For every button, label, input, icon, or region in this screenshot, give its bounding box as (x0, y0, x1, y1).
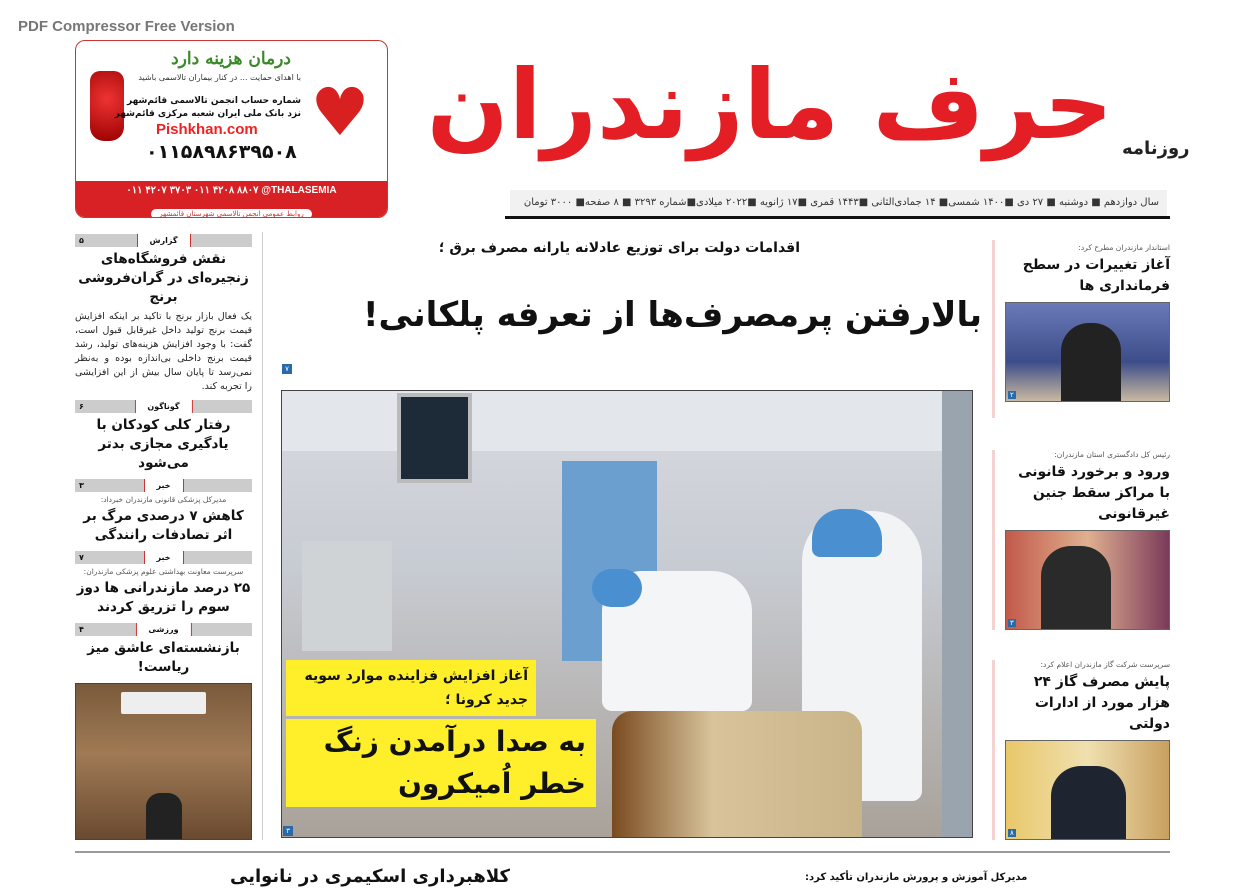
page-number: ۶ (79, 402, 84, 411)
story-headline: کاهش ۷ درصدی مرگ بر اثر تصادفات رانندگی (83, 508, 244, 543)
left-story[interactable] (75, 479, 252, 545)
photo-kicker: آغاز افزایش فزاینده موارد سویه جدید کرونا ؛ (286, 660, 536, 716)
page-number: ۸ (1010, 829, 1014, 837)
page-number: ۷ (79, 553, 84, 562)
left-column (75, 234, 252, 840)
blood-bag-image (90, 71, 124, 141)
left-story[interactable] (75, 234, 252, 394)
section-bar (75, 479, 252, 492)
story-photo (1005, 740, 1170, 840)
nurse-cap (592, 569, 642, 607)
logo-prefix: روزنامه (1122, 138, 1190, 159)
section-bar (75, 400, 252, 413)
left-story[interactable] (75, 623, 252, 677)
ad-title: درمان هزینه دارد (171, 49, 291, 69)
person (1051, 766, 1126, 840)
right-story[interactable] (1005, 660, 1170, 840)
story-kicker: سرپرست شرکت گاز مازندران اعلام کرد: (1040, 660, 1170, 669)
story-headline: پایش مصرف گاز ۲۴ هزار مورد از ادارات دولتی (1033, 674, 1170, 732)
pishkhan-watermark: Pishkhan.com (156, 121, 258, 138)
story-headline: نقش فروشگاه‌های زنجیره‌ای در گران‌فروشی برنج (78, 251, 249, 305)
column-divider (262, 232, 263, 840)
nurse-cap (812, 509, 882, 557)
right-story[interactable] (1005, 243, 1170, 402)
story-body: یک فعال بازار برنج با تاکید بر اینکه افزایش قیمت برنج تولید داخل غیرقابل قبول است، گفت: با وجود افزایش هزینه‌های تولید، رشد قیمت برنج داخلی بی‌اندازه بوده و به‌نظر نمی‌رسد تا پایان سال بیش از این افزایشی را تجربه کند. (75, 311, 252, 392)
ad-footer (76, 201, 387, 217)
section-bar (75, 623, 252, 636)
page-number: ۵ (79, 236, 84, 245)
accent-bar (992, 240, 995, 418)
ventilator (302, 541, 392, 651)
page-number: ۳ (283, 826, 293, 836)
page-number: ۳ (79, 481, 84, 490)
person (1041, 546, 1111, 630)
blanket (612, 711, 862, 838)
story-kicker: رئیس کل دادگستری استان مازندران: (1054, 450, 1170, 459)
ceiling (282, 391, 973, 451)
section-label: خبر (143, 479, 183, 492)
accent-bar (992, 660, 995, 840)
section-label: گوناگون (134, 400, 192, 413)
story-headline: ۲۵ درصد مازندرانی ها دوز سوم را تزریق کردند (76, 580, 251, 615)
ad-text: با اهدای حمایت ... در کنار بیماران تالاسمی باشید (138, 73, 301, 82)
section-bar (75, 234, 252, 247)
story-headline: ورود و برخورد قانونی با مراکز سقط جنین غیرقانونی (1018, 464, 1170, 522)
story-photo (1005, 302, 1170, 402)
person (146, 793, 182, 839)
story-kicker: استاندار مازندران مطرح کرد: (1078, 243, 1170, 252)
section-bar (75, 551, 252, 564)
page-number: ۳ (1010, 619, 1014, 627)
main-kicker: اقدامات دولت برای توزیع عادلانه یارانه مصرف برق ؛ (438, 240, 800, 256)
story-kicker: مدیرکل پزشکی قانونی مازندران خبرداد: (100, 495, 227, 504)
advertisement (75, 40, 388, 218)
page-number: ۲ (1010, 391, 1014, 399)
person (1061, 323, 1121, 402)
section-label: ورزشی (135, 623, 191, 636)
story-headline: بازنشسته‌ای عاشق میز ریاست! (87, 640, 240, 675)
page-number: ۴ (79, 625, 84, 634)
pdf-compressor-watermark: PDF Compressor Free Version (18, 18, 235, 35)
story-kicker: سرپرست معاونت بهداشتی علوم پزشکی مازندران: (83, 567, 244, 576)
ad-footer-text: روابط عمومی انجمن تالاسمی شهرستان قائمشهر (151, 209, 311, 218)
story-headline: آغاز تغییرات در سطح فرمانداری ها (1022, 257, 1170, 294)
ad-text: نزد بانک ملی ایران شعبه مرکزی قائم‌شهر (114, 109, 301, 119)
story-headline: رفتار کلی کودکان با یادگیری مجازی بدتر می‌شود (96, 417, 231, 471)
accent-bar (992, 450, 995, 630)
heart-icon: ♥ (310, 74, 370, 151)
main-headline[interactable]: بالارفتن پرمصرف‌ها از تعرفه پلکانی! (362, 295, 982, 335)
dateline: سال دوازدهم ■ دوشنبه ■ ۲۷ دی ■۱۴۰۰ شمسی■ ۱۴ جمادی‌الثانی ■۱۴۴۳ قمری ■۱۷ ژانویه ■۲۰۲۲ میلادی■شماره ۳۲۹۳ ■ ۸ صفحه■ ۳۰۰۰ تومان (510, 190, 1167, 216)
bottom-headline[interactable]: کلاهبرداری اسکیمری در نانوایی (230, 866, 510, 887)
page-number: ۷ (282, 364, 292, 374)
olympic-sign (121, 692, 206, 714)
monitor (397, 393, 472, 483)
photo-headline[interactable]: به صدا درآمدن زنگ خطر اُمیکرون (286, 719, 596, 807)
left-story[interactable] (75, 400, 252, 473)
ad-account-number: ۰۱۱۵۸۹۸۶۳۹۵۰۸ (146, 141, 297, 163)
right-story[interactable] (1005, 450, 1170, 630)
window (942, 391, 973, 838)
masthead-rule (505, 216, 1170, 219)
sports-photo (75, 683, 252, 840)
newspaper-logo: حرف مازندران (426, 49, 1113, 161)
section-label: گزارش (136, 234, 190, 247)
bottom-kicker: مدیرکل آموزش و پرورش مازندران تأکید کرد: (805, 872, 1028, 883)
photo-caption-box (286, 660, 596, 807)
story-photo (1005, 530, 1170, 630)
section-label: خبر (143, 551, 183, 564)
ad-contacts: ۰۱۱ ۴۲۰۷ ۳۷۰۳ ۰۱۱ ۴۲۰۸ ۸۸۰۷ @THALASEMIA (76, 181, 387, 201)
left-story[interactable] (75, 551, 252, 617)
bottom-rule (75, 851, 1170, 853)
ad-text: شماره حساب انجمن تالاسمی قائم‌شهر (127, 96, 301, 106)
